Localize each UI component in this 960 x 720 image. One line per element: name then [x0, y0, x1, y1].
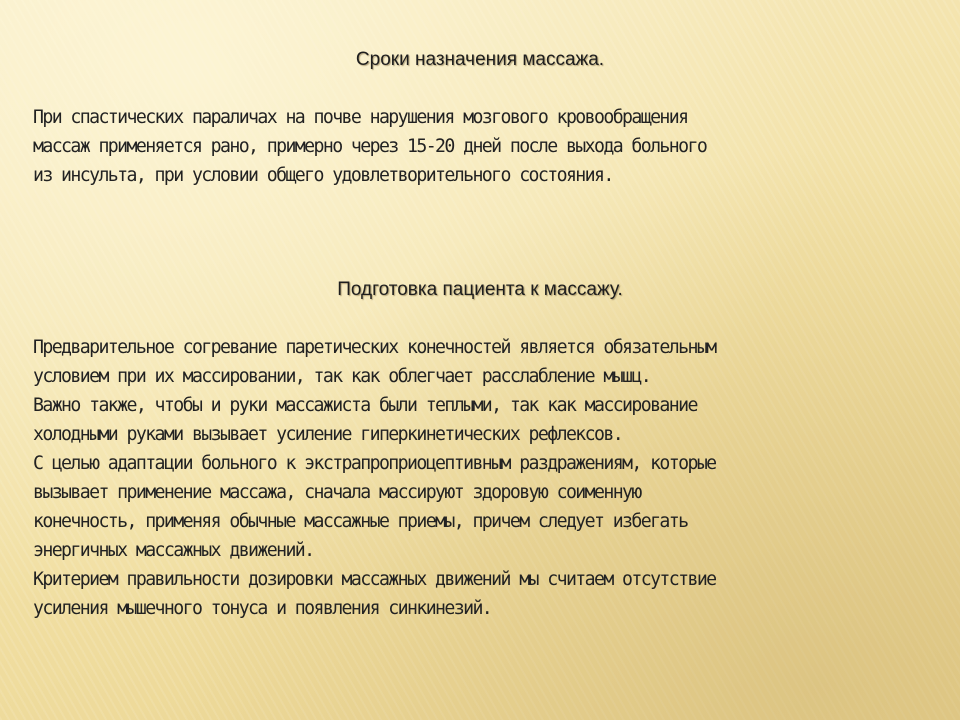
text-line: конечность, применяя обычные массажные приемы, причем следует избегать: [33, 511, 688, 532]
paragraph-patient-preparation: [33, 333, 923, 623]
text-line: холодными руками вызывает усиление гиперкинетических рефлексов.: [33, 424, 623, 445]
text-line: энергичных массажных движений.: [33, 540, 314, 561]
section-heading-massage-timing: Сроки назначения массажа.: [355, 49, 605, 70]
text-line: условием при их массировании, так как облегчает расслабление мышц.: [33, 366, 651, 387]
text-line: При спастических параличах на почве нарушения мозгового кровообращения: [33, 107, 688, 128]
paragraph-massage-timing: [33, 103, 923, 190]
text-line: Критерием правильности дозировки массажных движений мы считаем отсутствие: [33, 569, 716, 590]
text-line: Важно также, чтобы и руки массажиста были теплыми, так как массирование: [33, 395, 697, 416]
text-line: Предварительное согревание паретических конечностей является обязательным: [33, 337, 716, 358]
text-line: массаж применяется рано, примерно через 15-20 дней после выхода больного: [33, 136, 707, 157]
section-heading-patient-preparation: Подготовка пациента к массажу.: [337, 279, 623, 300]
text-line: С целью адаптации больного к экстрапроприоцептивным раздражениям, которые: [33, 453, 716, 474]
text-line: усиления мышечного тонуса и появления синкинезий.: [33, 598, 492, 619]
text-line: из инсульта, при условии общего удовлетворительного состояния.: [33, 165, 613, 186]
text-line: вызывает применение массажа, сначала массируют здоровую соименную: [33, 482, 641, 503]
